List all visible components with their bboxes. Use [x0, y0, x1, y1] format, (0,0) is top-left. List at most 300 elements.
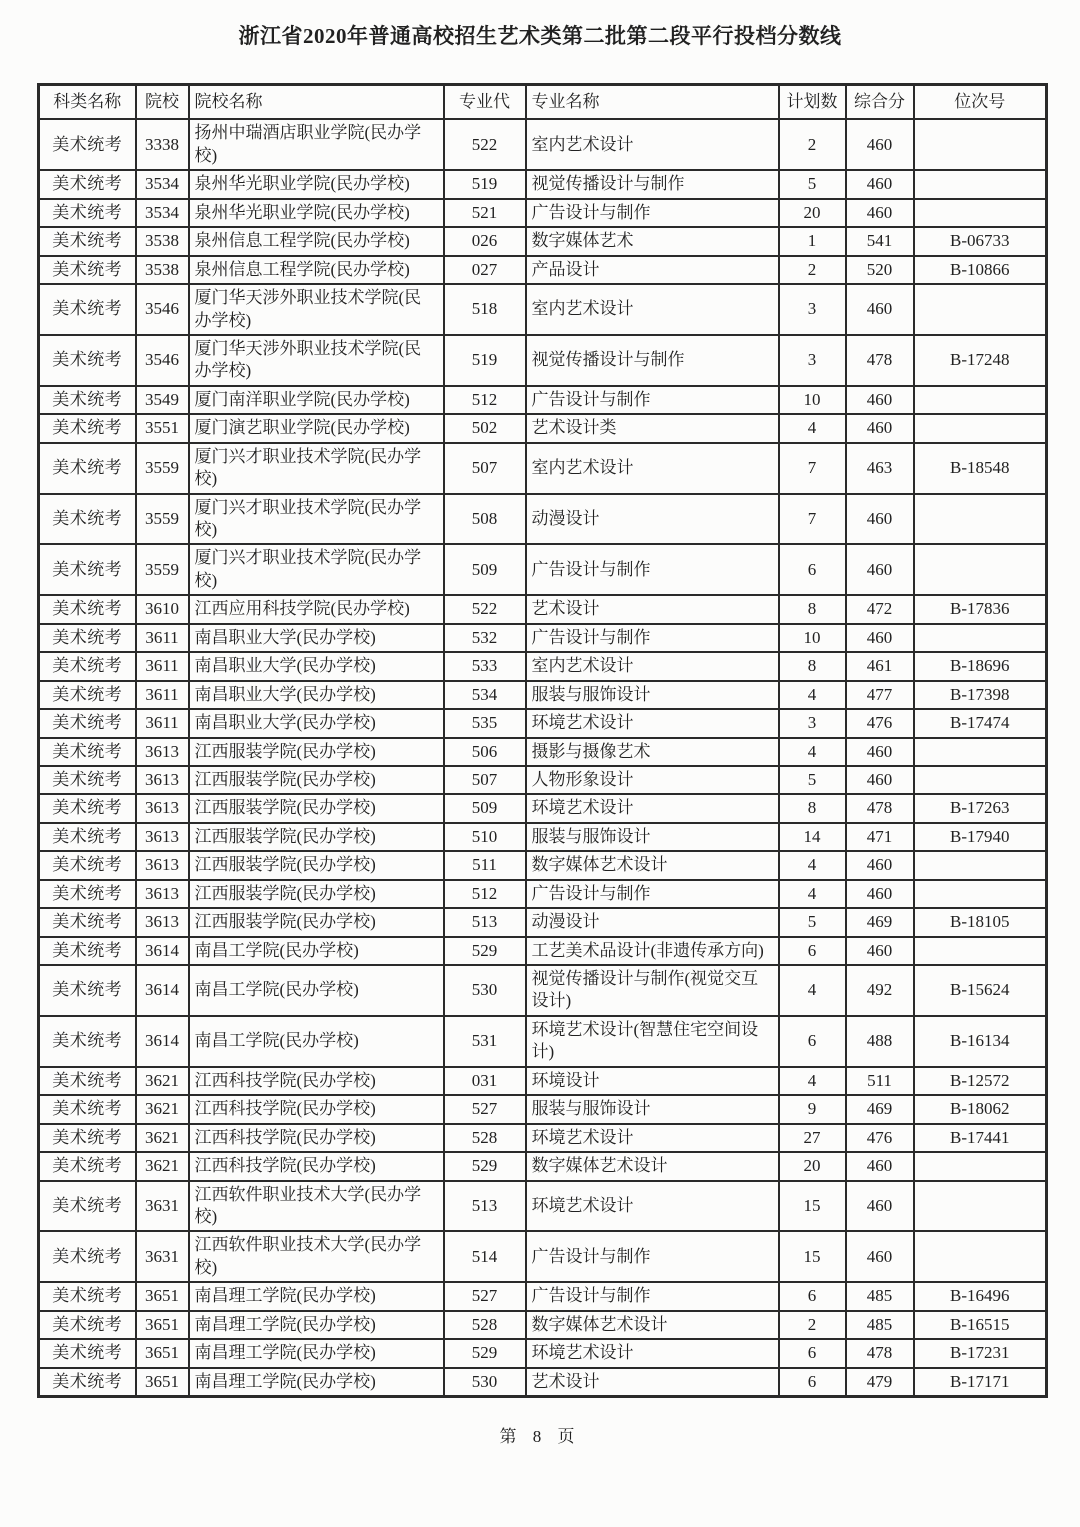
table-row: [39, 794, 1047, 822]
table-cell: 535: [444, 709, 526, 737]
table-cell: 469: [846, 908, 914, 936]
table-cell: 美术统考: [39, 414, 136, 442]
table-cell: B-17231: [914, 1339, 1047, 1367]
table-cell: [914, 544, 1047, 595]
table-cell: 泉州信息工程学院(民办学校): [189, 227, 444, 255]
table-cell: 环境艺术设计: [526, 794, 779, 822]
column-header-rank-number: 位次号: [914, 85, 1047, 120]
table-cell: 室内艺术设计: [526, 284, 779, 335]
table-cell: 460: [846, 937, 914, 965]
table-cell: 2: [779, 119, 846, 170]
table-row: [39, 1282, 1047, 1310]
table-cell: 530: [444, 965, 526, 1016]
table-cell: 服装与服饰设计: [526, 823, 779, 851]
table-cell: 026: [444, 227, 526, 255]
table-cell: 15: [779, 1181, 846, 1232]
table-cell: 美术统考: [39, 256, 136, 284]
table-cell: 3613: [136, 738, 189, 766]
table-cell: 461: [846, 652, 914, 680]
page-title: 浙江省2020年普通高校招生艺术类第二批第二段平行投档分数线: [238, 24, 842, 48]
table-cell: 服装与服饰设计: [526, 1095, 779, 1123]
table-cell: 美术统考: [39, 652, 136, 680]
table-cell: 20: [779, 199, 846, 227]
table-cell: 519: [444, 170, 526, 198]
table-cell: 6: [779, 1016, 846, 1067]
table-cell: 3546: [136, 284, 189, 335]
table-cell: 6: [779, 937, 846, 965]
table-cell: B-18548: [914, 443, 1047, 494]
table-cell: 3621: [136, 1095, 189, 1123]
table-cell: 3551: [136, 414, 189, 442]
table-cell: 3538: [136, 227, 189, 255]
table-cell: 3611: [136, 709, 189, 737]
table-cell: 美术统考: [39, 738, 136, 766]
table-cell: 美术统考: [39, 595, 136, 623]
table-cell: 广告设计与制作: [526, 544, 779, 595]
table-cell: 460: [846, 1181, 914, 1232]
table-cell: 485: [846, 1282, 914, 1310]
table-cell: 522: [444, 119, 526, 170]
table-cell: 环境艺术设计: [526, 1124, 779, 1152]
table-cell: [914, 199, 1047, 227]
table-cell: [914, 170, 1047, 198]
table-cell: 美术统考: [39, 1016, 136, 1067]
table-cell: 527: [444, 1282, 526, 1310]
column-header-plan-count: 计划数: [779, 85, 846, 120]
table-cell: 508: [444, 494, 526, 545]
table-cell: 460: [846, 1152, 914, 1180]
table-cell: B-18696: [914, 652, 1047, 680]
table-cell: B-18062: [914, 1095, 1047, 1123]
table-cell: 美术统考: [39, 937, 136, 965]
table-cell: 460: [846, 199, 914, 227]
table-cell: 488: [846, 1016, 914, 1067]
table-cell: 美术统考: [39, 709, 136, 737]
table-cell: 美术统考: [39, 1124, 136, 1152]
table-cell: B-16134: [914, 1016, 1047, 1067]
table-cell: 460: [846, 386, 914, 414]
table-cell: 动漫设计: [526, 494, 779, 545]
table-cell: 南昌工学院(民办学校): [189, 965, 444, 1016]
table-cell: 广告设计与制作: [526, 1282, 779, 1310]
table-row: [39, 1368, 1047, 1397]
table-cell: 美术统考: [39, 494, 136, 545]
table-row: [39, 880, 1047, 908]
table-row: [39, 1311, 1047, 1339]
table-cell: 3611: [136, 652, 189, 680]
table-cell: 469: [846, 1095, 914, 1123]
table-cell: 视觉传播设计与制作: [526, 335, 779, 386]
table-cell: 463: [846, 443, 914, 494]
table-row: [39, 335, 1047, 386]
table-cell: B-12572: [914, 1067, 1047, 1095]
table-cell: 美术统考: [39, 823, 136, 851]
table-cell: 031: [444, 1067, 526, 1095]
table-cell: 南昌工学院(民办学校): [189, 1016, 444, 1067]
table-cell: 3613: [136, 908, 189, 936]
table-cell: 7: [779, 443, 846, 494]
table-cell: 摄影与摄像艺术: [526, 738, 779, 766]
table-cell: 广告设计与制作: [526, 624, 779, 652]
table-cell: B-17940: [914, 823, 1047, 851]
table-row: [39, 595, 1047, 623]
table-cell: 环境艺术设计: [526, 1339, 779, 1367]
table-cell: 3621: [136, 1067, 189, 1095]
table-cell: 环境艺术设计: [526, 709, 779, 737]
table-cell: 美术统考: [39, 1067, 136, 1095]
table-row: [39, 386, 1047, 414]
table-cell: 528: [444, 1124, 526, 1152]
table-cell: 3613: [136, 794, 189, 822]
table-cell: 10: [779, 624, 846, 652]
table-row: [39, 681, 1047, 709]
table-cell: 460: [846, 624, 914, 652]
table-cell: 521: [444, 199, 526, 227]
table-cell: 507: [444, 766, 526, 794]
table-cell: 532: [444, 624, 526, 652]
table-cell: 3613: [136, 880, 189, 908]
table-cell: 美术统考: [39, 1282, 136, 1310]
table-cell: 扬州中瑞酒店职业学院(民办学校): [189, 119, 444, 170]
table-cell: 厦门演艺职业学院(民办学校): [189, 414, 444, 442]
table-cell: 4: [779, 1067, 846, 1095]
table-cell: 美术统考: [39, 681, 136, 709]
table-cell: 江西服装学院(民办学校): [189, 851, 444, 879]
table-cell: 519: [444, 335, 526, 386]
table-cell: 3613: [136, 823, 189, 851]
table-cell: 471: [846, 823, 914, 851]
table-cell: 3611: [136, 624, 189, 652]
table-cell: [914, 624, 1047, 652]
table-cell: 美术统考: [39, 880, 136, 908]
table-cell: 艺术设计: [526, 1368, 779, 1397]
table-cell: 南昌理工学院(民办学校): [189, 1339, 444, 1367]
table-cell: 江西软件职业技术大学(民办学校): [189, 1181, 444, 1232]
table-cell: B-17248: [914, 335, 1047, 386]
table-cell: 529: [444, 937, 526, 965]
table-cell: 15: [779, 1231, 846, 1282]
table-cell: 美术统考: [39, 1339, 136, 1367]
table-row: [39, 443, 1047, 494]
table-row: [39, 624, 1047, 652]
table-cell: 美术统考: [39, 386, 136, 414]
table-cell: 江西服装学院(民办学校): [189, 738, 444, 766]
table-cell: 南昌理工学院(民办学校): [189, 1368, 444, 1397]
table-cell: [914, 880, 1047, 908]
table-cell: 南昌工学院(民办学校): [189, 937, 444, 965]
table-row: [39, 652, 1047, 680]
column-header-college-name: 院校名称: [189, 85, 444, 120]
table-cell: [914, 414, 1047, 442]
table-cell: B-15624: [914, 965, 1047, 1016]
table-cell: 美术统考: [39, 119, 136, 170]
table-cell: 数字媒体艺术: [526, 227, 779, 255]
table-cell: 江西科技学院(民办学校): [189, 1067, 444, 1095]
table-cell: [914, 766, 1047, 794]
table-cell: 3651: [136, 1368, 189, 1397]
table-cell: 美术统考: [39, 794, 136, 822]
table-cell: 3614: [136, 1016, 189, 1067]
table-cell: 460: [846, 738, 914, 766]
table-cell: 美术统考: [39, 1095, 136, 1123]
table-cell: 美术统考: [39, 908, 136, 936]
table-cell: 509: [444, 544, 526, 595]
table-cell: 环境设计: [526, 1067, 779, 1095]
table-cell: 4: [779, 414, 846, 442]
table-row: [39, 766, 1047, 794]
table-cell: 6: [779, 544, 846, 595]
table-cell: [914, 1152, 1047, 1180]
table-cell: 4: [779, 681, 846, 709]
table-cell: 8: [779, 652, 846, 680]
table-cell: 5: [779, 766, 846, 794]
table-cell: 485: [846, 1311, 914, 1339]
table-cell: 厦门南洋职业学院(民办学校): [189, 386, 444, 414]
table-cell: 美术统考: [39, 1311, 136, 1339]
table-cell: B-16496: [914, 1282, 1047, 1310]
table-cell: 美术统考: [39, 284, 136, 335]
table-cell: 环境艺术设计: [526, 1181, 779, 1232]
table-cell: 511: [444, 851, 526, 879]
table-cell: 510: [444, 823, 526, 851]
column-header-major-name: 专业名称: [526, 85, 779, 120]
table-cell: 室内艺术设计: [526, 443, 779, 494]
table-cell: 美术统考: [39, 965, 136, 1016]
table-cell: B-17836: [914, 595, 1047, 623]
table-cell: 541: [846, 227, 914, 255]
table-cell: 3613: [136, 766, 189, 794]
table-cell: 室内艺术设计: [526, 119, 779, 170]
table-cell: 数字媒体艺术设计: [526, 1311, 779, 1339]
table-cell: 509: [444, 794, 526, 822]
table-cell: 7: [779, 494, 846, 545]
table-row: [39, 256, 1047, 284]
table-cell: 南昌职业大学(民办学校): [189, 681, 444, 709]
table-cell: 506: [444, 738, 526, 766]
table-cell: B-17263: [914, 794, 1047, 822]
table-cell: 460: [846, 494, 914, 545]
table-cell: 507: [444, 443, 526, 494]
table-cell: 492: [846, 965, 914, 1016]
table-cell: 广告设计与制作: [526, 199, 779, 227]
table-cell: 厦门华天涉外职业技术学院(民办学校): [189, 335, 444, 386]
table-cell: 472: [846, 595, 914, 623]
table-cell: 美术统考: [39, 443, 136, 494]
table-cell: 艺术设计: [526, 595, 779, 623]
table-cell: 6: [779, 1368, 846, 1397]
table-cell: 460: [846, 544, 914, 595]
table-cell: 460: [846, 414, 914, 442]
table-cell: 美术统考: [39, 851, 136, 879]
table-cell: 厦门兴才职业技术学院(民办学校): [189, 443, 444, 494]
table-cell: 3534: [136, 170, 189, 198]
table-cell: B-17398: [914, 681, 1047, 709]
table-cell: 泉州信息工程学院(民办学校): [189, 256, 444, 284]
table-cell: 460: [846, 851, 914, 879]
table-cell: 477: [846, 681, 914, 709]
table-cell: 数字媒体艺术设计: [526, 851, 779, 879]
table-row: [39, 965, 1047, 1016]
table-cell: 美术统考: [39, 1231, 136, 1282]
table-cell: 4: [779, 880, 846, 908]
table-cell: 6: [779, 1282, 846, 1310]
table-cell: 476: [846, 709, 914, 737]
column-header-composite-score: 综合分: [846, 85, 914, 120]
table-cell: 2: [779, 1311, 846, 1339]
table-row: [39, 823, 1047, 851]
table-cell: 478: [846, 794, 914, 822]
table-cell: 460: [846, 880, 914, 908]
table-cell: 14: [779, 823, 846, 851]
table-cell: 江西服装学院(民办学校): [189, 766, 444, 794]
table-cell: 美术统考: [39, 544, 136, 595]
table-cell: 厦门兴才职业技术学院(民办学校): [189, 544, 444, 595]
table-cell: B-18105: [914, 908, 1047, 936]
table-row: [39, 1016, 1047, 1067]
table-cell: B-17474: [914, 709, 1047, 737]
table-cell: B-10866: [914, 256, 1047, 284]
table-cell: 江西科技学院(民办学校): [189, 1124, 444, 1152]
table-cell: 3631: [136, 1231, 189, 1282]
table-cell: 江西服装学院(民办学校): [189, 823, 444, 851]
table-cell: [914, 851, 1047, 879]
table-cell: 460: [846, 766, 914, 794]
table-cell: 3538: [136, 256, 189, 284]
table-cell: 3549: [136, 386, 189, 414]
table-cell: 478: [846, 1339, 914, 1367]
table-cell: 动漫设计: [526, 908, 779, 936]
table-cell: 艺术设计类: [526, 414, 779, 442]
table-cell: 南昌职业大学(民办学校): [189, 709, 444, 737]
table-row: [39, 1152, 1047, 1180]
table-cell: 533: [444, 652, 526, 680]
table-cell: 527: [444, 1095, 526, 1123]
column-header-college-code: 院校: [136, 85, 189, 120]
table-cell: 3: [779, 335, 846, 386]
table-cell: 3614: [136, 937, 189, 965]
table-cell: 5: [779, 170, 846, 198]
table-row: [39, 1181, 1047, 1232]
table-row: [39, 227, 1047, 255]
table-cell: 美术统考: [39, 170, 136, 198]
table-cell: 服装与服饰设计: [526, 681, 779, 709]
table-cell: 江西服装学院(民办学校): [189, 908, 444, 936]
table-cell: 9: [779, 1095, 846, 1123]
page-number: 第 8 页: [499, 1427, 581, 1446]
table-cell: 3338: [136, 119, 189, 170]
table-cell: 广告设计与制作: [526, 880, 779, 908]
table-cell: 522: [444, 595, 526, 623]
table-row: [39, 709, 1047, 737]
table-cell: 产品设计: [526, 256, 779, 284]
table-cell: 南昌理工学院(民办学校): [189, 1282, 444, 1310]
table-row: [39, 119, 1047, 170]
table-cell: 美术统考: [39, 227, 136, 255]
table-cell: B-17171: [914, 1368, 1047, 1397]
table-cell: 南昌职业大学(民办学校): [189, 652, 444, 680]
table-cell: 513: [444, 1181, 526, 1232]
table-cell: 厦门兴才职业技术学院(民办学校): [189, 494, 444, 545]
table-cell: 479: [846, 1368, 914, 1397]
table-cell: 1: [779, 227, 846, 255]
table-cell: 广告设计与制作: [526, 386, 779, 414]
table-cell: 460: [846, 170, 914, 198]
table-cell: 厦门华天涉外职业技术学院(民办学校): [189, 284, 444, 335]
table-cell: 3559: [136, 443, 189, 494]
table-cell: 27: [779, 1124, 846, 1152]
table-cell: 美术统考: [39, 624, 136, 652]
table-cell: 10: [779, 386, 846, 414]
table-cell: 3559: [136, 494, 189, 545]
table-cell: 工艺美术品设计(非遗传承方向): [526, 937, 779, 965]
table-cell: 476: [846, 1124, 914, 1152]
table-cell: 460: [846, 119, 914, 170]
table-cell: 数字媒体艺术设计: [526, 1152, 779, 1180]
table-cell: 泉州华光职业学院(民办学校): [189, 170, 444, 198]
table-cell: 广告设计与制作: [526, 1231, 779, 1282]
table-cell: 3651: [136, 1339, 189, 1367]
table-row: [39, 1067, 1047, 1095]
table-row: [39, 1095, 1047, 1123]
table-cell: 江西服装学院(民办学校): [189, 794, 444, 822]
table-cell: 视觉传播设计与制作: [526, 170, 779, 198]
table-cell: 环境艺术设计(智慧住宅空间设计): [526, 1016, 779, 1067]
table-cell: 3610: [136, 595, 189, 623]
table-cell: 美术统考: [39, 1181, 136, 1232]
table-cell: 027: [444, 256, 526, 284]
table-cell: 8: [779, 794, 846, 822]
table-cell: 511: [846, 1067, 914, 1095]
table-cell: 534: [444, 681, 526, 709]
table-cell: B-17441: [914, 1124, 1047, 1152]
table-cell: 460: [846, 1231, 914, 1282]
table-cell: [914, 1231, 1047, 1282]
table-cell: 3613: [136, 851, 189, 879]
table-cell: [914, 937, 1047, 965]
table-cell: [914, 1181, 1047, 1232]
table-cell: [914, 284, 1047, 335]
table-row: [39, 908, 1047, 936]
table-row: [39, 284, 1047, 335]
table-row: [39, 1124, 1047, 1152]
table-cell: 502: [444, 414, 526, 442]
table-cell: 518: [444, 284, 526, 335]
table-row: [39, 494, 1047, 545]
table-row: [39, 544, 1047, 595]
table-row: [39, 414, 1047, 442]
table-cell: 20: [779, 1152, 846, 1180]
table-cell: 3546: [136, 335, 189, 386]
table-cell: 3651: [136, 1282, 189, 1310]
table-cell: 美术统考: [39, 1368, 136, 1397]
table-cell: 3611: [136, 681, 189, 709]
table-cell: [914, 494, 1047, 545]
table-cell: 514: [444, 1231, 526, 1282]
table-row: [39, 738, 1047, 766]
table-cell: 3: [779, 709, 846, 737]
table-row: [39, 1231, 1047, 1282]
table-cell: 江西科技学院(民办学校): [189, 1095, 444, 1123]
table-row: [39, 170, 1047, 198]
table-cell: 室内艺术设计: [526, 652, 779, 680]
table-cell: 美术统考: [39, 199, 136, 227]
table-cell: 530: [444, 1368, 526, 1397]
column-header-major-code: 专业代: [444, 85, 526, 120]
table-cell: 美术统考: [39, 1152, 136, 1180]
table-cell: 人物形象设计: [526, 766, 779, 794]
table-row: [39, 851, 1047, 879]
table-cell: 江西服装学院(民办学校): [189, 880, 444, 908]
